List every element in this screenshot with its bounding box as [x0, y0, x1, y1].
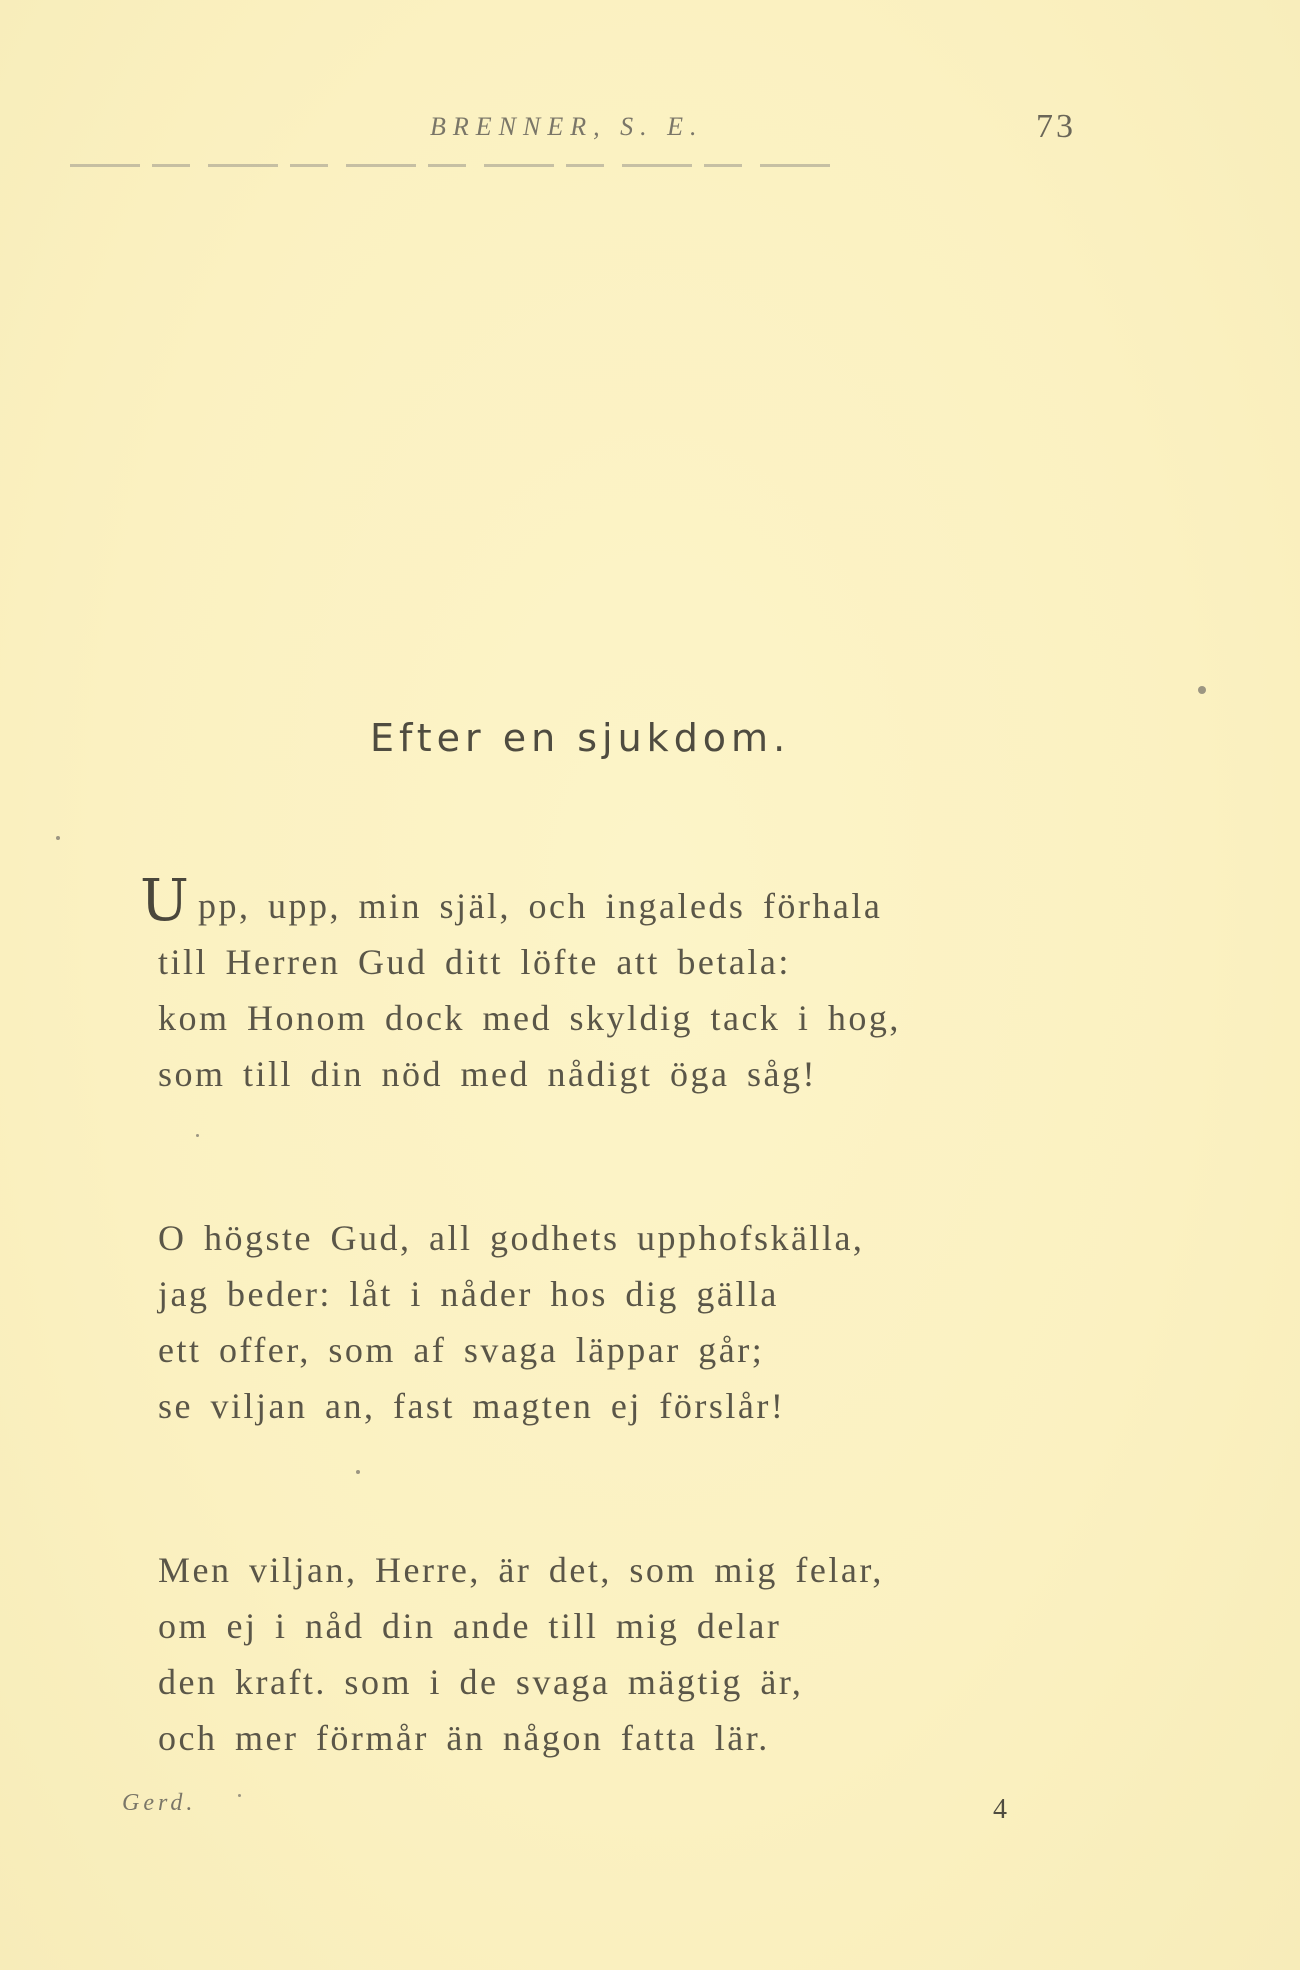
signature-number: 4 [993, 1794, 1007, 1825]
poem-title: Efter en sjukdom. [370, 716, 791, 760]
drop-cap-initial: U [140, 866, 192, 934]
verse-line: som till din nöd med nådigt öga såg! [158, 1054, 817, 1094]
running-head: BRENNER, S. E. [430, 112, 704, 141]
ink-speck [238, 1794, 241, 1797]
ink-speck [356, 1470, 360, 1474]
verse-line-text: pp, upp, min själ, och ingaleds förhala [198, 886, 883, 926]
ink-speck [1198, 686, 1206, 694]
verse-line: O högste Gud, all godhets upphofskälla, [158, 1218, 865, 1258]
stanza-3 [158, 1542, 1158, 1766]
verse-line: om ej i nåd din ande till mig delar [158, 1606, 782, 1646]
stanza-1 [140, 866, 1158, 1102]
verse-line: ett offer, som af svaga läppar går; [158, 1330, 765, 1370]
verse-line: till Herren Gud ditt löfte att betala: [158, 942, 791, 982]
verse-line: kom Honom dock med skyldig tack i hog, [158, 998, 901, 1038]
ink-speck [56, 836, 60, 840]
ink-speck [196, 1134, 199, 1137]
stanza-2 [158, 1210, 1158, 1434]
verse-line: och mer förmår än någon fatta lär. [158, 1718, 770, 1758]
header-rule [70, 164, 830, 167]
verse-line: den kraft. som i de svaga mägtig är, [158, 1662, 804, 1702]
signature-mark: Gerd. [122, 1790, 197, 1816]
verse-line: jag beder: låt i nåder hos dig gälla [158, 1274, 779, 1314]
page-number: 73 [1036, 108, 1076, 145]
verse-line: Men viljan, Herre, är det, som mig felar, [158, 1550, 884, 1590]
verse-line [140, 866, 1158, 934]
verse-line: se viljan an, fast magten ej förslår! [158, 1386, 786, 1426]
poem-body [140, 866, 1158, 1874]
